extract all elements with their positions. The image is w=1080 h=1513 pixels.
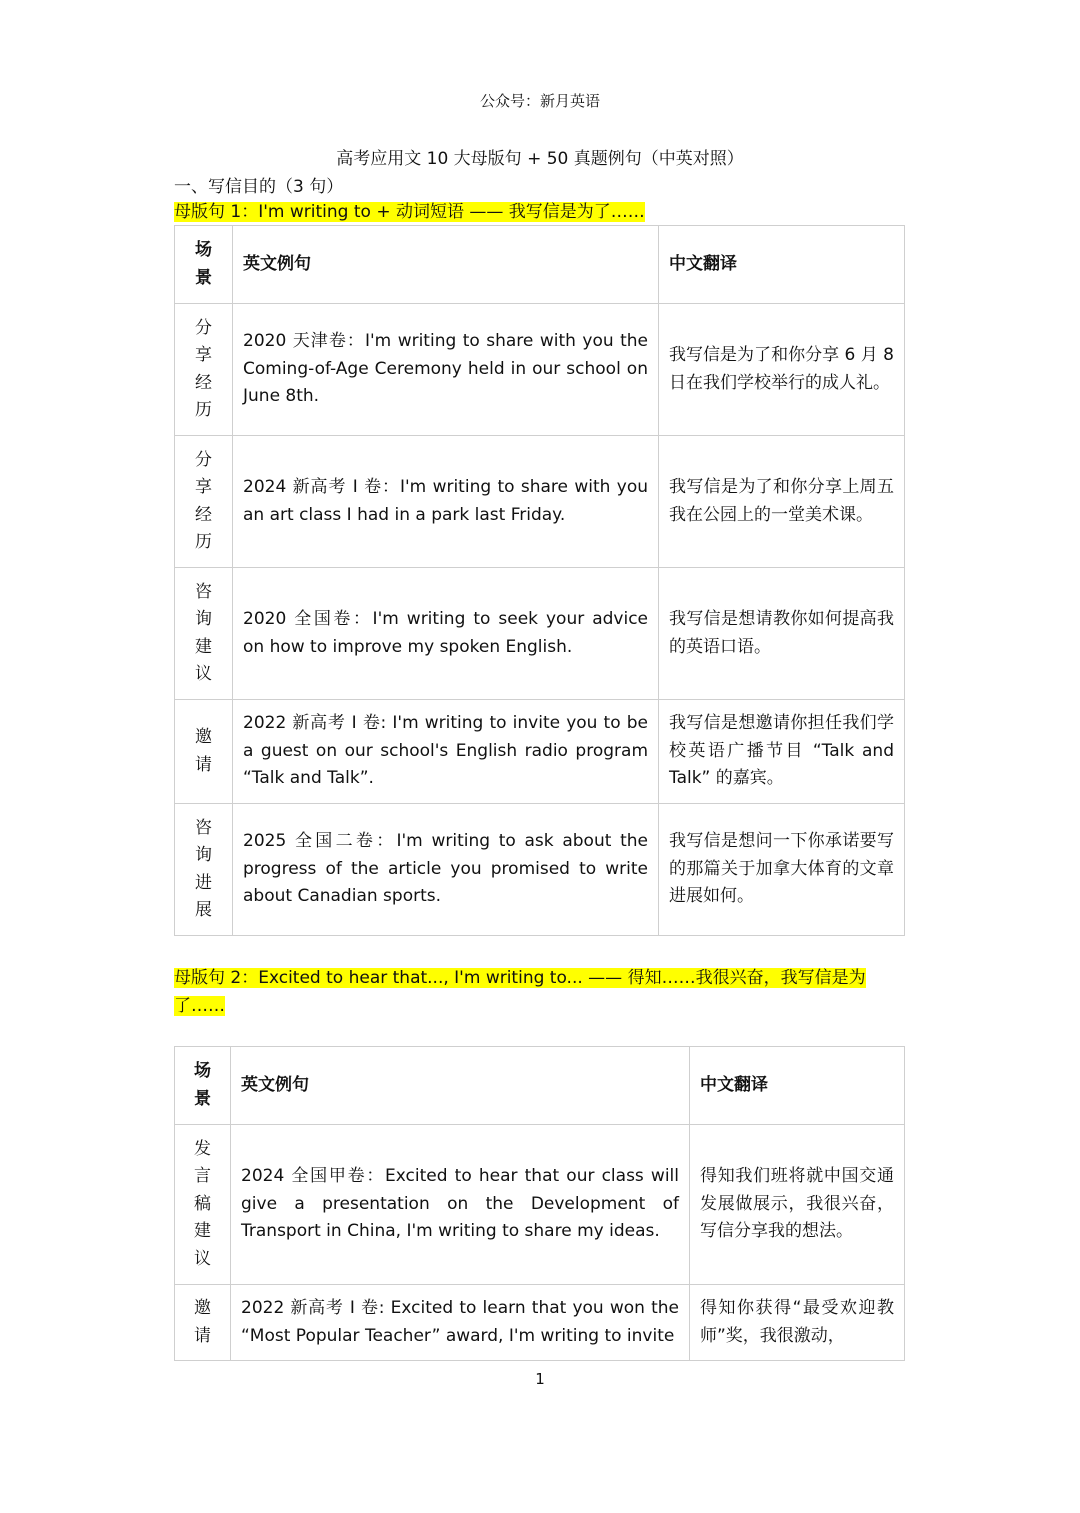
pattern-1-highlight: 母版句 1：I'm writing to + 动词短语 —— 我写信是为了…… bbox=[174, 202, 645, 222]
scene-cell: 发言稿建议 bbox=[175, 1125, 231, 1285]
page-number: 1 bbox=[535, 1370, 545, 1388]
english-example-cell: 2024 全国甲卷：Excited to hear that our class will give a presentation on the Development of Transport in China, I'm writing to share my ideas. bbox=[231, 1125, 690, 1285]
table-row bbox=[175, 1285, 905, 1361]
section-title: 一、写信目的（3 句） bbox=[174, 177, 344, 197]
scene-cell: 咨询建议 bbox=[175, 568, 233, 700]
header-scene: 场景 bbox=[175, 1047, 231, 1125]
chinese-translation-cell: 得知你获得“最受欢迎教师”奖，我很激动， bbox=[690, 1285, 905, 1361]
pattern-sentence-2 bbox=[174, 964, 906, 1020]
examples-table-2 bbox=[174, 1046, 905, 1361]
table-header-row bbox=[175, 1047, 905, 1125]
scene-cell: 邀请 bbox=[175, 1285, 231, 1361]
english-example-cell: 2025 全国二卷：I'm writing to ask about the progress of the article you promised to write about Canadian sports. bbox=[233, 804, 659, 936]
header-english: 英文例句 bbox=[231, 1047, 690, 1125]
header-english: 英文例句 bbox=[233, 226, 659, 304]
table-row bbox=[175, 804, 905, 936]
pattern-2-highlight: 母版句 2：Excited to hear that..., I'm writing to... —— 得知……我很兴奋，我写信是为了…… bbox=[174, 968, 866, 1016]
scene-cell: 邀请 bbox=[175, 700, 233, 804]
english-example-cell: 2020 天津卷：I'm writing to share with you the Coming-of-Age Ceremony held in our school on June 8th. bbox=[233, 304, 659, 436]
pattern-sentence-1 bbox=[174, 198, 906, 226]
document-title: 高考应用文 10 大母版句 + 50 真题例句（中英对照） bbox=[336, 149, 744, 169]
chinese-translation-cell: 我写信是想邀请你担任我们学校英语广播节目 “Talk and Talk” 的嘉宾。 bbox=[659, 700, 905, 804]
table-row bbox=[175, 1125, 905, 1285]
table-row bbox=[175, 436, 905, 568]
chinese-translation-cell: 我写信是想问一下你承诺要写的那篇关于加拿大体育的文章进展如何。 bbox=[659, 804, 905, 936]
english-example-cell: 2024 新高考 I 卷：I'm writing to share with you an art class I had in a park last Friday. bbox=[233, 436, 659, 568]
header-chinese: 中文翻译 bbox=[690, 1047, 905, 1125]
english-example-cell: 2022 新高考 I 卷: Excited to learn that you won the “Most Popular Teacher” award, I'm writing to invite bbox=[231, 1285, 690, 1361]
table-row bbox=[175, 568, 905, 700]
chinese-translation-cell: 我写信是为了和你分享上周五我在公园上的一堂美术课。 bbox=[659, 436, 905, 568]
english-example-cell: 2020 全国卷：I'm writing to seek your advice on how to improve my spoken English. bbox=[233, 568, 659, 700]
scene-cell: 咨询进展 bbox=[175, 804, 233, 936]
chinese-translation-cell: 得知我们班将就中国交通发展做展示，我很兴奋，写信分享我的想法。 bbox=[690, 1125, 905, 1285]
english-example-cell: 2022 新高考 I 卷: I'm writing to invite you to be a guest on our school's English radio program “Talk and Talk”. bbox=[233, 700, 659, 804]
table-row bbox=[175, 700, 905, 804]
scene-cell: 分享经历 bbox=[175, 436, 233, 568]
table-row bbox=[175, 304, 905, 436]
chinese-translation-cell: 我写信是想请教你如何提高我的英语口语。 bbox=[659, 568, 905, 700]
scene-cell: 分享经历 bbox=[175, 304, 233, 436]
table-header-row bbox=[175, 226, 905, 304]
page-header: 公众号：新月英语 bbox=[479, 92, 600, 110]
chinese-translation-cell: 我写信是为了和你分享 6 月 8 日在我们学校举行的成人礼。 bbox=[659, 304, 905, 436]
header-scene: 场景 bbox=[175, 226, 233, 304]
header-chinese: 中文翻译 bbox=[659, 226, 905, 304]
examples-table-1 bbox=[174, 225, 905, 936]
